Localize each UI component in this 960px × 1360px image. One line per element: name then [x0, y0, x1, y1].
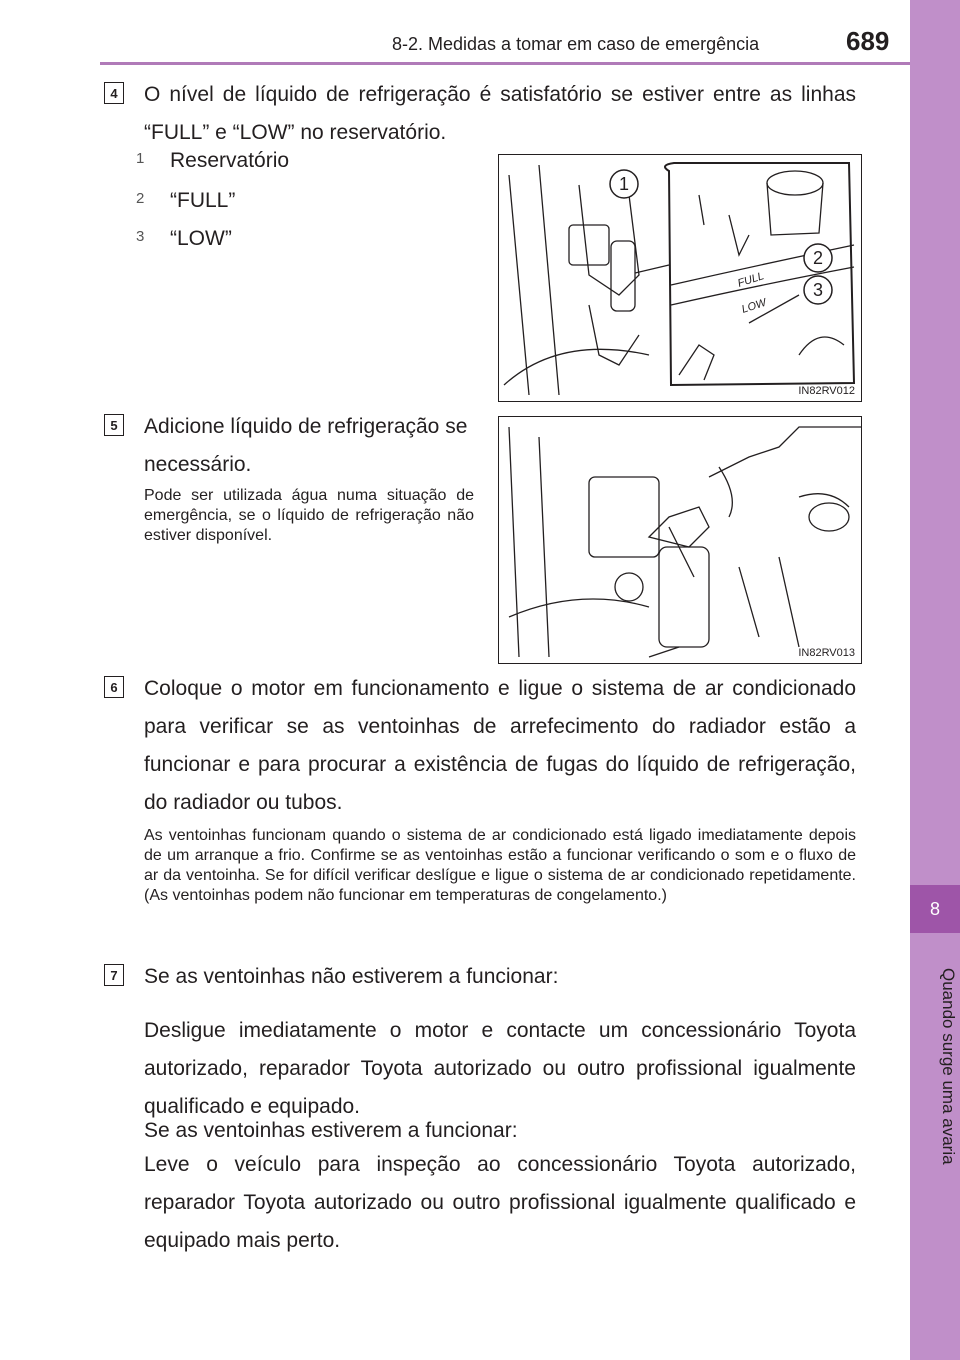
- step-6-text: Coloque o motor em funcionamento e ligue o sistema de ar condicionado para verificar se as ventoinhas de arrefecimento do radiador estão a funcionar e para procurar a existência de fugas do líquido de refrigeração, do radiador ou tubos.: [144, 677, 856, 814]
- section-title: 8-2. Medidas a tomar em caso de emergência: [392, 34, 760, 54]
- chapter-label: Quando surge uma avaria: [939, 968, 958, 1165]
- figure-coolant-reservoir: [498, 154, 862, 402]
- low-mark: LOW: [740, 296, 768, 316]
- figure-add-coolant: [498, 416, 862, 664]
- step-badge-7: 7: [104, 964, 124, 986]
- item-2-label: “FULL”: [170, 189, 236, 212]
- step-7-paragraph-1: Desligue imediatamente o motor e contacte um concessionário Toyota autorizado, reparador Toyota autorizado ou outro profissional igualmente qualificado e equipado.: [144, 1019, 856, 1118]
- step-4-text: O nível de líquido de refrigeração é satisfatório se estiver entre as linhas “FULL” e “LOW” no reservatório.: [144, 83, 856, 144]
- item-3-number: 3: [136, 228, 145, 245]
- callout-2: 2: [812, 248, 824, 268]
- callout-1: 1: [618, 174, 630, 194]
- item-1-label: Reservatório: [170, 149, 290, 172]
- step-badge-5: 5: [104, 414, 124, 436]
- header-rule: [100, 62, 910, 65]
- figure-code: IN82RV012: [798, 385, 855, 397]
- step-7-paragraph-2-title: Se as ventoinhas estiverem a funcionar:: [144, 1119, 518, 1142]
- step-badge-4: 4: [104, 82, 124, 104]
- step-5-note: Pode ser utilizada água numa situação de emergência, se o líquido de refrigeração não estiver disponível.: [144, 487, 474, 544]
- step-7-text: Se as ventoinhas não estiverem a funcionar:: [144, 965, 559, 988]
- full-mark: FULL: [736, 270, 766, 290]
- item-3-label: “LOW”: [170, 227, 232, 250]
- figure-code: IN82RV013: [798, 647, 855, 659]
- step-badge-6: 6: [104, 676, 124, 698]
- step-5-text: Adicione líquido de refrigeração se necessário.: [144, 415, 468, 476]
- step-6-note: As ventoinhas funcionam quando o sistema de ar condicionado está ligado imediatamente depois de um arranque a frio. Confirme se as ventoinhas estão a funcionar verificando o som e o fluxo de ar da ventoinha. Se for difícil verificar deslígue e ligue o sistema de ar condicionado repetidamente. (As ventoinhas podem não funcionar em temperaturas de congelamento.): [144, 827, 856, 904]
- chapter-number: 8: [910, 885, 960, 933]
- engine-bay-illustration: [499, 155, 861, 401]
- refill-illustration: [499, 417, 861, 663]
- page-number: 689: [846, 26, 890, 56]
- item-2-number: 2: [136, 190, 145, 207]
- item-1-number: 1: [136, 150, 145, 167]
- callout-3: 3: [812, 280, 824, 300]
- step-7-paragraph-2: Leve o veículo para inspeção ao concessionário Toyota autorizado, reparador Toyota autorizado ou outro profissional igualmente qualificado e equipado mais perto.: [144, 1153, 856, 1252]
